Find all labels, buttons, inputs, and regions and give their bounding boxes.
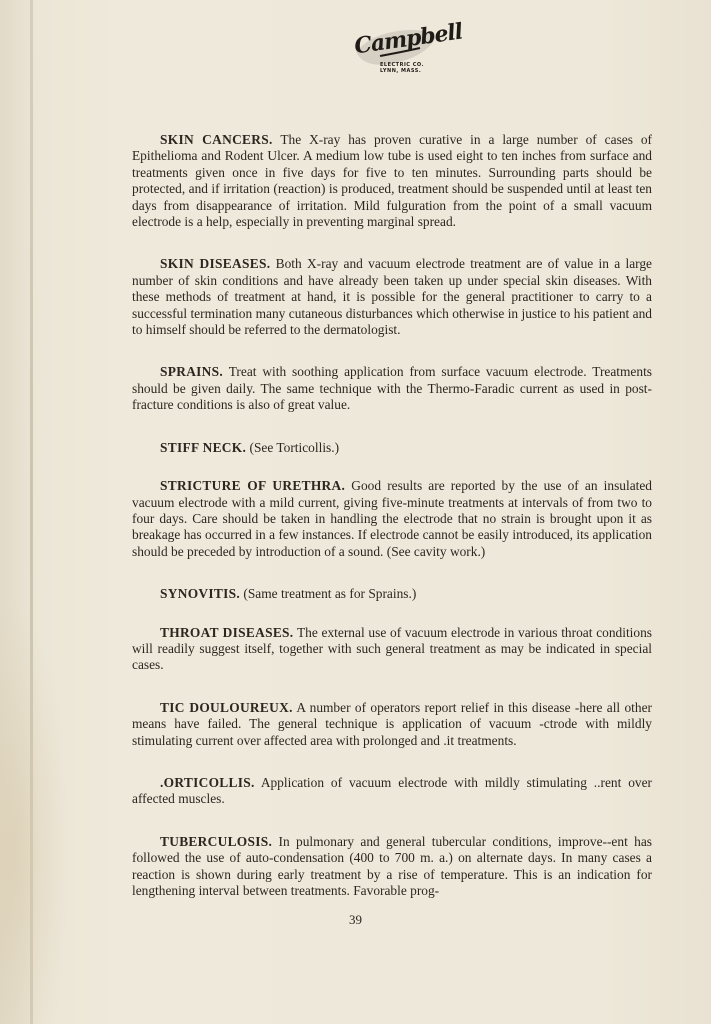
entry-heading: SKIN CANCERS.	[160, 132, 273, 147]
entry-skin-diseases	[132, 256, 652, 338]
entry-text: Good results are reported by the use of an insulated vacuum electrode with a mild current, giving five-minute treatments at intervals of from two to four days. Care should be taken in handling the electrode that no strain is brought upon it as breakage has occurred in a few instances. If electrode cannot be easily introduced, its application should be preceded by introduction of a sound. (See cavity work.)	[132, 478, 652, 559]
entry-heading: SPRAINS.	[160, 364, 224, 380]
entry-heading: STIFF NECK.	[160, 439, 247, 455]
campbell-logo	[350, 18, 464, 76]
entry-text: Both X-ray and vacuum electrode treatment are of value in a large number of skin conditions and have already been taken up under special skin diseases. With these methods of treatment at hand, it is possible for the general practitioner to carry to a successful termination many cutaneous disturbances which otherwise in justice to his patient and to himself should be referred to the dermatologist.	[132, 256, 652, 338]
entry-torticollis	[132, 775, 652, 808]
entry-heading: TUBERCULOSIS.	[160, 833, 273, 849]
page-number: 39	[349, 912, 362, 927]
entry-stiff-neck	[132, 440, 652, 456]
entry-text: A number of operators report relief in this disease -here all other means have failed. The general technique is application of vacuum -ctrode with mildly stimulating current over affected area with prolonged and .it treatments.	[132, 699, 653, 748]
entry-tuberculosis	[132, 834, 652, 900]
entry-heading: STRICTURE OF URETHRA.	[160, 478, 346, 494]
entry-heading: TIC DOULOUREUX.	[160, 699, 293, 715]
logo-script-text: Campbell	[352, 18, 464, 60]
entry-text: Application of vacuum electrode with mildly stimulating ..rent over affected muscles.	[132, 774, 652, 807]
entry-heading: SKIN DISEASES.	[160, 256, 271, 272]
entry-stricture-of-urethra	[132, 478, 652, 560]
document-body	[132, 132, 652, 925]
entry-text: In pulmonary and general tubercular conditions, improve--ent has followed the use of auto-condensation (400 to 700 m. a.) on alternate days. In many cases a reaction is shown during early treatment by a rise of temperature. This is an indication for lengthening interval between treatments. Favorable prog-	[132, 833, 652, 898]
entry-tic-douloureux	[132, 700, 652, 749]
entry-text: (Same treatment as for Sprains.)	[243, 586, 417, 602]
entry-heading: THROAT DISEASES.	[160, 624, 294, 640]
entry-synovitis	[132, 586, 652, 602]
paper-stain	[0, 600, 70, 1024]
entry-heading: .ORTICOLLIS.	[160, 774, 255, 790]
entry-skin-cancers	[132, 132, 652, 230]
entry-heading: SYNOVITIS.	[160, 586, 241, 602]
entry-text: The X-ray has proven curative in a large number of cases of Epithelioma and Rodent Ulcer. A medium low tube is used eight to ten inches from surface and treatments given once in five days for five to ten minutes. Surrounding parts should be protected, and if irritation (reaction) is produced, treatment should be suspended until at least ten days from disappearance of irritation. Mild fulguration from the point of a small vacuum electrode is a help, especially in preventing marginal spread.	[132, 132, 653, 230]
entry-sprains	[132, 364, 652, 413]
entry-throat-diseases	[132, 625, 652, 674]
entry-text: Treat with soothing application from surface vacuum electrode. Treatments should be given daily. The same technique with the Thermo-Faradic current as used in post-fracture conditions is also of great value.	[132, 364, 652, 413]
entry-text: (See Torticollis.)	[249, 439, 340, 455]
entry-text: The external use of vacuum electrode in various throat conditions will readily suggest itself, together with such general treatment as may be indicated in special cases.	[132, 624, 652, 673]
logo-subtext: ELECTRIC CO. LYNN, MASS.	[380, 62, 424, 74]
